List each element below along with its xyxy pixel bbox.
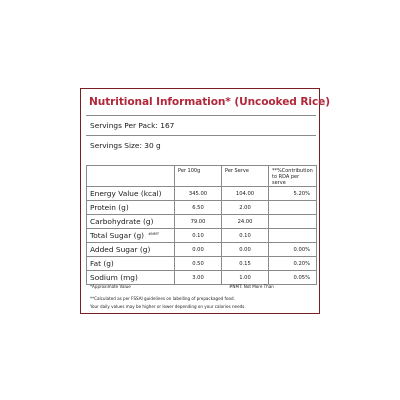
- footnote-calc: **Calculated as per FSSAI guidelines on labelling of prepackaged food.: [90, 296, 235, 301]
- table-row: [87, 201, 317, 215]
- header-nutrient: [87, 166, 175, 187]
- per-serve-value: 2.00: [222, 201, 269, 215]
- rda-value: [269, 201, 317, 215]
- nutrient-name: Protein (g): [87, 201, 175, 215]
- nutrient-name: Added Sugar (g): [87, 243, 175, 257]
- title-divider: [86, 115, 316, 116]
- per-100g-value: 6.50: [175, 201, 222, 215]
- footnote-nmt: #NMT: Not More Than: [229, 284, 274, 289]
- nutrition-label-panel: [80, 88, 330, 314]
- rda-value: 0.00%: [269, 243, 317, 257]
- nutrient-name-text: Total Sugar (g): [90, 231, 145, 241]
- servings-divider: [86, 135, 316, 136]
- nutrient-name: Sodium (mg): [87, 271, 175, 285]
- nutrition-table: [86, 165, 317, 285]
- nutrient-name: Carbohydrate (g): [87, 215, 175, 229]
- per-serve-value: 0.00: [222, 243, 269, 257]
- per-serve-value: 24.00: [222, 215, 269, 229]
- header-per-serve: Per Serve: [222, 166, 269, 187]
- rda-value: [269, 229, 317, 243]
- table-row: [87, 187, 317, 201]
- table-row: [87, 215, 317, 229]
- footnote-approx: *Approximate Value: [90, 284, 131, 289]
- per-serve-value: 104.00: [222, 187, 269, 201]
- table-row: [87, 243, 317, 257]
- nutrient-name: Energy Value (kcal): [87, 187, 175, 201]
- per-100g-value: 345.00: [175, 187, 222, 201]
- rda-value: 5.20%: [269, 187, 317, 201]
- rda-value: 0.20%: [269, 257, 317, 271]
- per-serve-value: 0.15: [222, 257, 269, 271]
- per-100g-value: 79.00: [175, 215, 222, 229]
- nutrient-name: Fat (g): [87, 257, 175, 271]
- nmt-marker: #NMT: [148, 232, 160, 237]
- per-100g-value: 0.50: [175, 257, 222, 271]
- per-serve-value: 1.00: [222, 271, 269, 285]
- table-row: [87, 271, 317, 285]
- rda-value: 0.05%: [269, 271, 317, 285]
- servings-size: Servings Size: 30 g: [90, 141, 161, 150]
- header-per-100g: Per 100g: [175, 166, 222, 187]
- table-row: [87, 257, 317, 271]
- per-serve-value: 0.10: [222, 229, 269, 243]
- table-header-row: [87, 166, 317, 187]
- per-100g-value: 3.00: [175, 271, 222, 285]
- rda-value: [269, 215, 317, 229]
- table-row: [87, 229, 317, 243]
- per-100g-value: 0.00: [175, 243, 222, 257]
- header-rda: **%Contribution to RDA per serve: [269, 166, 317, 187]
- label-title: Nutritional Information* (Uncooked Rice): [89, 96, 330, 108]
- servings-per-pack: Servings Per Pack: 167: [90, 121, 175, 130]
- per-100g-value: 0.10: [175, 229, 222, 243]
- footnote-daily: Your daily values may be higher or lower depending on your calories needs.: [90, 304, 246, 309]
- nutrient-name: [87, 229, 175, 243]
